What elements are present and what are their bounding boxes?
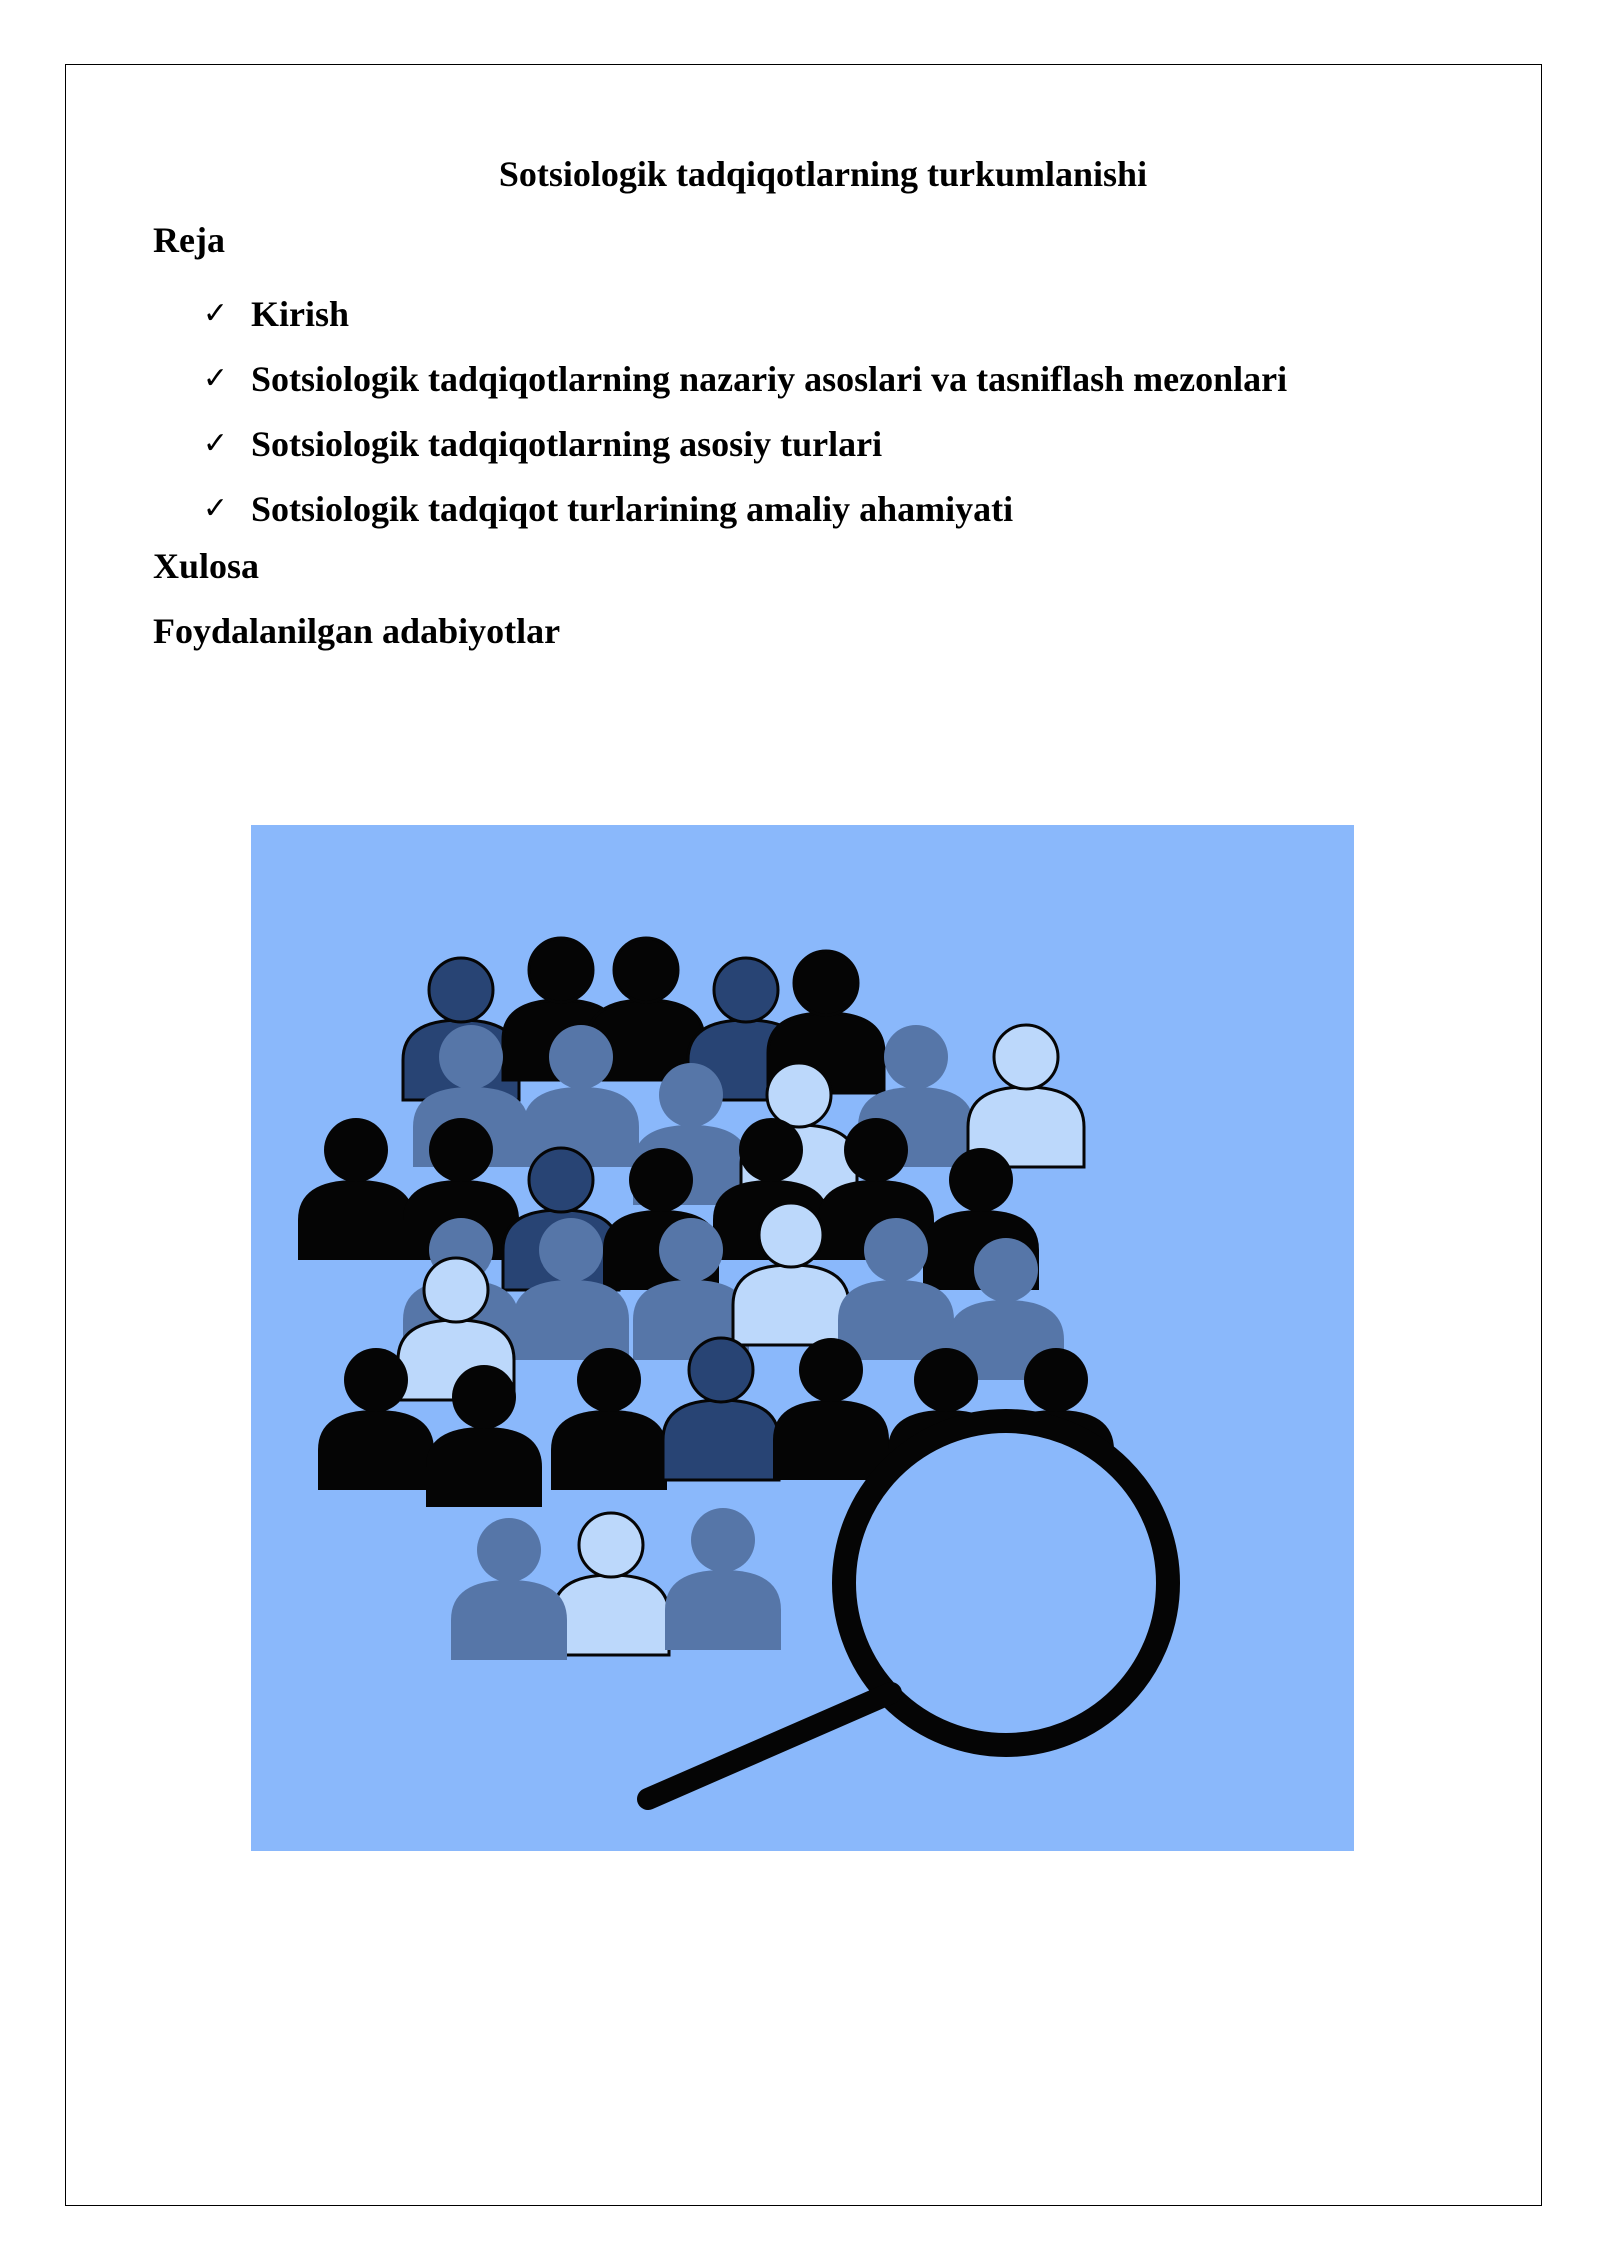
person-icon [551,1348,667,1490]
plan-item-label: Sotsiologik tadqiqot turlarining amaliy ahamiyati [251,488,1014,529]
plan-item-label: Sotsiologik tadqiqotlarning nazariy asoslari va tasniflash mezonlari [251,358,1288,399]
plan-heading: Reja [153,220,225,260]
crowd-illustration-svg [251,825,1354,1851]
check-icon: ✓ [202,295,229,331]
plan-item [200,411,1287,476]
person-icon [553,1513,669,1655]
person-icon [451,1518,567,1660]
person-icon [298,1118,414,1260]
check-icon: ✓ [202,360,229,396]
person-icon [968,1025,1084,1167]
crowd-magnifier-illustration [251,825,1354,1851]
check-icon: ✓ [202,425,229,461]
check-icon: ✓ [202,490,229,526]
conclusion-heading: Xulosa [153,546,260,586]
plan-item-label: Kirish [251,293,350,334]
references-heading: Foydalanilgan adabiyotlar [153,611,561,651]
plan-item [200,346,1287,411]
plan-item [200,476,1287,541]
plan-list [200,281,1287,541]
plan-item [200,281,1287,346]
plan-item-label: Sotsiologik tadqiqotlarning asosiy turlari [251,423,883,464]
person-icon [665,1508,781,1650]
document-title: Sotsiologik tadqiqotlarning turkumlanishi [498,154,1148,194]
